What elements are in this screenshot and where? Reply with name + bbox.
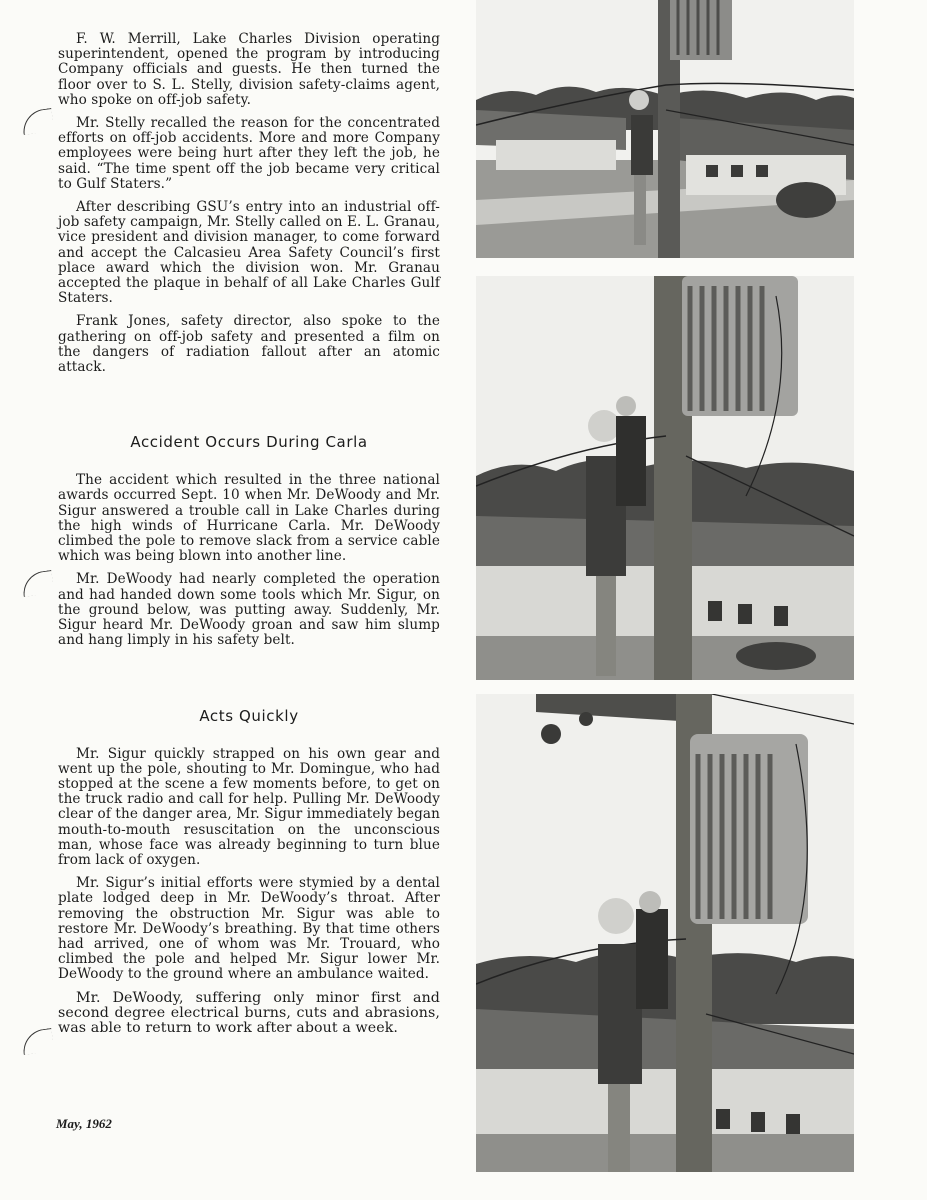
section-heading-acts-quickly: Acts Quickly <box>199 706 299 725</box>
punch-mark <box>21 570 55 597</box>
photo-rescue-1-image <box>476 0 854 258</box>
acts-paragraph-3: Mr. DeWoody, suffering only minor first and second degree electrical burns, cuts and abrasions, was able to return to work after about a week. <box>58 989 440 1036</box>
acts-paragraph-1: Mr. Sigur quickly strapped on his own gear and went up the pole, shouting to Mr. Domingue, who had stopped at the scene a few moments before, to get on the truck radio and call for help. Pulling Mr. DeWoody clear of the danger area, Mr. Sigur immediately began mouth-to-mouth resuscitation on the unconscious man, whose face was already beginning to turn blue from lack of oxygen. <box>58 745 440 868</box>
photo-rescue-2 <box>476 276 854 680</box>
punch-mark <box>21 108 55 135</box>
accident-paragraph-2: Mr. DeWoody had nearly completed the operation and had handed down some tools which Mr. Sigur, on the ground below, was putting away. Suddenly, Mr. Sigur heard Mr. DeWoody groan and saw him slump and hang limply in his safety belt. <box>58 571 440 649</box>
photo-rescue-3-image <box>476 694 854 1172</box>
photo-rescue-1 <box>476 0 854 258</box>
intro-paragraph-3: After describing GSU’s entry into an industrial off-job safety campaign, Mr. Stelly called on E. L. Granau, vice president and division manager, to come forward and accept the Calcasieu Area Safety Council’s first place award which the division won. Mr. Granau accepted the plaque in behalf of all Lake Charles Gulf Staters. <box>58 199 440 307</box>
photo-rescue-2-image <box>476 276 854 680</box>
punch-mark <box>21 1028 55 1055</box>
acts-paragraph-2: Mr. Sigur’s initial efforts were stymied by a dental plate lodged deep in Mr. DeWoody’s throat. After removing the obstruction Mr. Sigur was able to restore Mr. DeWoody’s breathing. By that time others had arrived, one of whom was Mr. Trouard, who climbed the pole and helped Mr. Sigur lower Mr. DeWoody to the ground where an ambulance waited. <box>58 875 440 983</box>
accident-paragraph-1: The accident which resulted in the three national awards occurred Sept. 10 when Mr. DeWoody and Mr. Sigur answered a trouble call in Lake Charles during the high winds of Hurricane Carla. Mr. DeWoody climbed the pole to remove slack from a service cable which was being blown into another line. <box>58 472 440 565</box>
intro-paragraph-1: F. W. Merrill, Lake Charles Division operating superintendent, opened the program by introducing Company officials and guests. He then turned the floor over to S. L. Stelly, division safety-claims agent, who spoke on off-job safety. <box>58 31 440 108</box>
intro-paragraph-2: Mr. Stelly recalled the reason for the concentrated efforts on off-job accidents. More and more Company employees were being hurt after they left the job, he said. “The time spent off the job became very critical to Gulf Staters.” <box>58 115 440 192</box>
footer-date: May, 1962 <box>56 1116 112 1131</box>
section-heading-accident: Accident Occurs During Carla <box>130 433 368 452</box>
text-column <box>58 32 440 1044</box>
intro-paragraph-4: Frank Jones, safety director, also spoke to the gathering on off-job safety and presented a film on the dangers of radiation fallout after an atomic attack. <box>58 313 440 376</box>
photo-rescue-3 <box>476 694 854 1172</box>
